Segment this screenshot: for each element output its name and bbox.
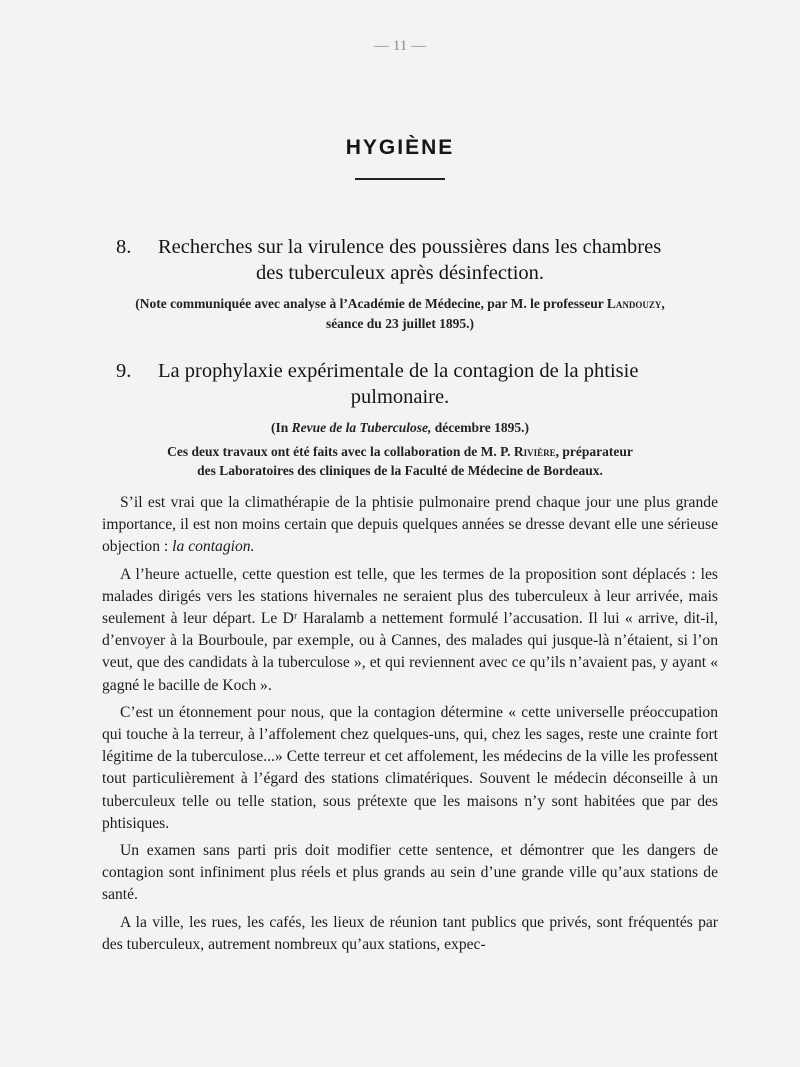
body-text — [102, 492, 718, 961]
page-number: — 11 — — [374, 38, 426, 54]
item-9-title — [100, 358, 700, 410]
collab-line2: des Laboratoires des cliniques de la Faculté de Médecine de Bordeaux. — [197, 463, 603, 478]
collab-line1-suffix: préparateur — [559, 444, 633, 459]
item-8-note-author: Landouzy, — [606, 296, 665, 311]
item-9-note-suffix: décembre 1895.) — [431, 420, 529, 435]
section-title: HYGIÈNE — [345, 136, 455, 159]
paragraph-1-emphasis: la contagion. — [172, 538, 255, 556]
item-9-note-journal: Revue de la Tuberculose, — [291, 420, 432, 435]
item-9-title-line2: pulmonaire. — [350, 386, 450, 408]
paragraph-1 — [102, 492, 718, 559]
item-8-note-line2: séance du 23 juillet 1895.) — [325, 316, 475, 331]
paragraph-2: A l’heure actuelle, cette question est telle, que les termes de la proposition sont déplacés : les malades dirigés vers les stations hivernales ne seraient plus des tuberculeux à leur arrivée, mais seulement à leur départ. Le Dʳ Haralamb a nettement formulé l’accusation. Il lui « arrive, dit-il, d’envoyer à la Bourboule, par exemple, ou à Cannes, des malades qui jusque-là n’étaient, si l’on veut, que des candidats à la tuberculose », et qui reviennent avec ce qu’ils n’avaient pas, y ayant « gagné le bacille de Koch ». — [102, 565, 718, 694]
item-8-note — [80, 294, 720, 334]
item-8-note-prefix: (Note communiquée avec analyse à l’Académie de Médecine, par M. le professeur — [135, 296, 607, 311]
item-8-title-line1: Recherches sur la virulence des poussières dans les chambres — [158, 236, 662, 258]
item-8-title-line2: des tuberculeux après désinfection. — [255, 262, 545, 284]
paragraph-4: Un examen sans parti pris doit modifier cette sentence, et démontrer que les dangers de contagion sont infiniment plus réels et plus grands au sein d’une grande ville qu’aux stations de santé. — [102, 842, 718, 904]
item-9-title-line1: La prophylaxie expérimentale de la contagion de la phtisie — [158, 360, 639, 382]
paragraph-3: C’est un étonnement pour nous, que la contagion détermine « cette universelle préoccupation qui touche à la terreur, à l’affolement chez quelques-uns, qui, chez les sages, reste une crainte fort légitime de la tuberculose...» Cette terreur et cet affolement, les médecins de la ville les professent tout particulièrement à l’égard des stations climatériques. Souvent le médecin déconseille à un tuberculeux telle ou telle station, sous prétexte que les maisons n’y sont habitées que par des phtisiques. — [102, 703, 718, 832]
collaboration-note — [80, 442, 720, 480]
paragraph-5: A la ville, les rues, les cafés, les lieux de réunion tant publics que privés, sont fréquentés par des tuberculeux, autrement nombreux qu’aux stations, expec- — [102, 913, 718, 953]
item-8-title — [100, 234, 700, 286]
collab-line1-prefix: Ces deux travaux ont été faits avec la collaboration de M. P. — [167, 444, 514, 459]
item-9-note — [80, 418, 720, 438]
item-9-note-prefix: (In — [271, 420, 292, 435]
paragraph-1-text: S’il est vrai que la climathérapie de la phtisie pulmonaire prend chaque jour une plus grande importance, il est non moins certain que depuis quelques années se dresse devant elle une sérieuse objection : — [102, 494, 718, 556]
item-9-number: 9. — [116, 360, 132, 382]
title-rule — [355, 178, 445, 180]
collab-name: Rivière, — [513, 444, 559, 459]
item-8-number: 8. — [116, 236, 132, 258]
